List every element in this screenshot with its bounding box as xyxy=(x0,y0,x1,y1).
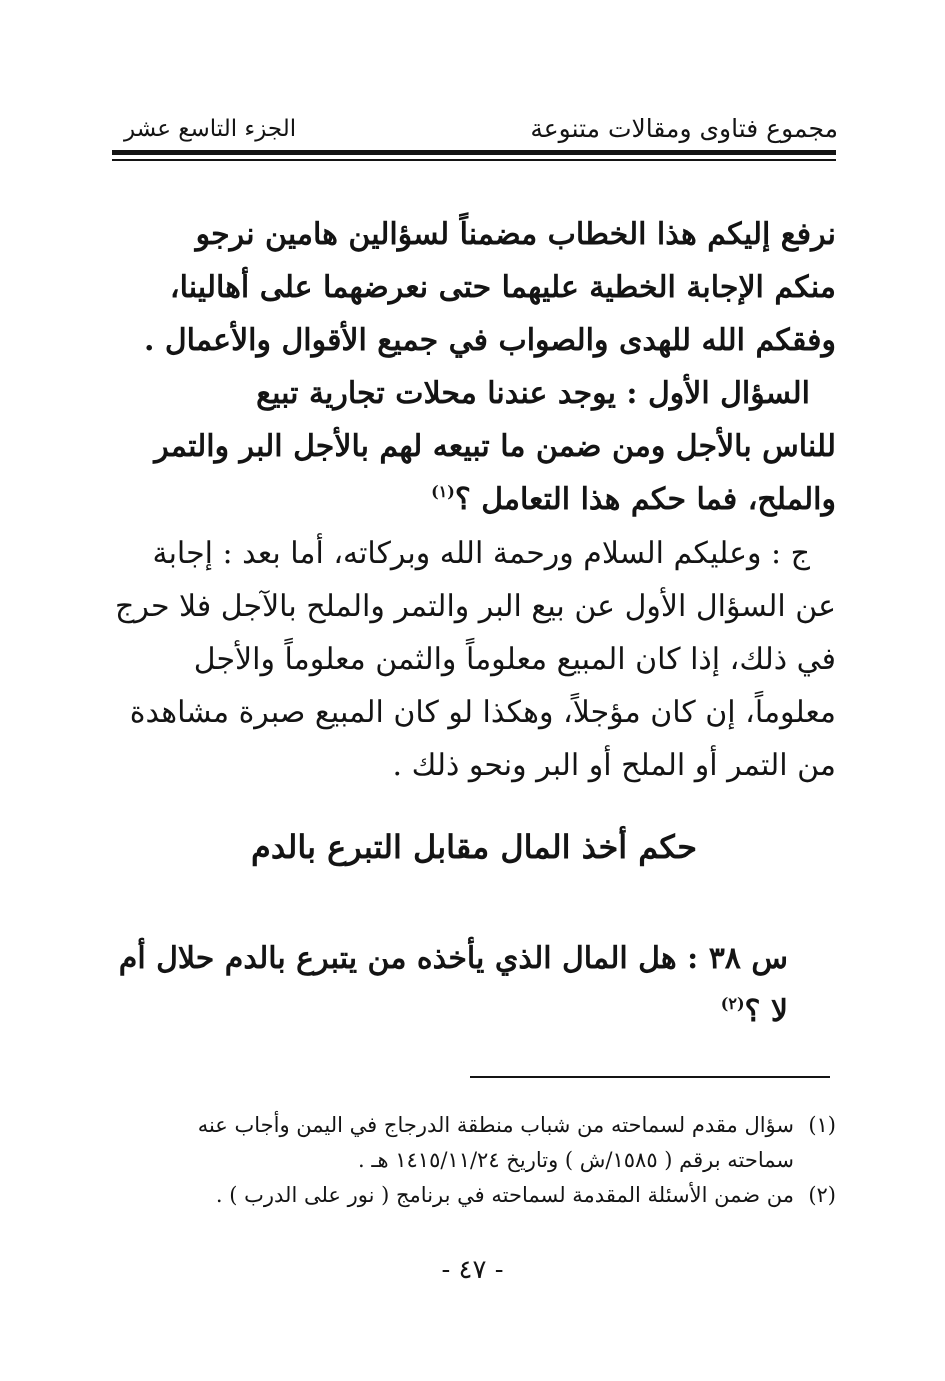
paragraph-line: للناس بالأجل ومن ضمن ما تبيعه لهم بالأجل البر والتمر xyxy=(154,429,836,464)
page-number: - ٤٧ - xyxy=(441,1255,504,1285)
paragraph-line xyxy=(112,473,836,526)
volume-label: الجزء التاسع عشر xyxy=(124,116,297,142)
footnotes xyxy=(112,1108,836,1213)
footnote-text: سؤال مقدم لسماحته من شباب منطقة الدرجاج في اليمن وأجاب عنه xyxy=(197,1113,794,1137)
answer-paragraph xyxy=(112,527,836,792)
footnote-text: من ضمن الأسئلة المقدمة لسماحته في برنامج ( نور على الدرب ) . xyxy=(215,1183,794,1207)
header-rule-thin xyxy=(112,159,836,161)
letter-paragraph xyxy=(112,208,836,367)
footnote-text: سماحته برقم ( ١٥٨٥/ش ) وتاريخ ١٤١٥/١١/٢٤ هـ . xyxy=(357,1148,794,1172)
running-header xyxy=(110,112,838,146)
paragraph-text: لا ؟ xyxy=(744,994,788,1029)
paragraph-line: في ذلك، إذا كان المبيع معلوماً والثمن معلوماً والأجل xyxy=(193,642,836,677)
question-38 xyxy=(112,932,836,1038)
footnote-number: (٢) xyxy=(808,1183,836,1207)
footnote-separator xyxy=(470,1076,830,1078)
paragraph-line: ج : وعليكم السلام ورحمة الله وبركاته، أما بعد : إجابة xyxy=(152,536,810,571)
footnote-number: (١) xyxy=(808,1113,836,1137)
footnote-reference: (٢) xyxy=(720,994,745,1013)
footnote-reference: (١) xyxy=(431,482,455,501)
paragraph-line xyxy=(112,985,836,1038)
footnote-item xyxy=(112,1108,836,1143)
paragraph-line: السؤال الأول : يوجد عندنا محلات تجارية تبيع xyxy=(256,376,810,411)
paragraph-line: منكم الإجابة الخطية عليهما حتى نعرضهما على أهالينا، xyxy=(169,270,836,305)
paragraph-line: س ٣٨ : هل المال الذي يأخذه من يتبرع بالدم حلال أم xyxy=(118,941,788,976)
section-heading: حكم أخذ المال مقابل التبرع بالدم xyxy=(251,828,697,866)
paragraph-line: من التمر أو الملح أو البر ونحو ذلك . xyxy=(392,748,836,783)
paragraph-line: وفقكم الله للهدى والصواب في جميع الأقوال والأعمال . xyxy=(144,323,836,358)
paragraph-line: عن السؤال الأول عن بيع البر والتمر والملح بالآجل فلا حرج xyxy=(115,589,836,624)
paragraph-line: نرفع إليكم هذا الخطاب مضمناً لسؤالين هامين نرجو xyxy=(195,217,836,252)
question-paragraph xyxy=(112,367,836,526)
footnote-item xyxy=(112,1178,836,1213)
book-title: مجموع فتاوى ومقالات متنوعة xyxy=(530,114,838,143)
paragraph-text: والملح، فما حكم هذا التعامل ؟ xyxy=(454,482,836,517)
paragraph-line: معلوماً، إن كان مؤجلاً، وهكذا لو كان المبيع صبرة مشاهدة xyxy=(129,695,836,730)
header-rule-thick xyxy=(112,150,836,155)
